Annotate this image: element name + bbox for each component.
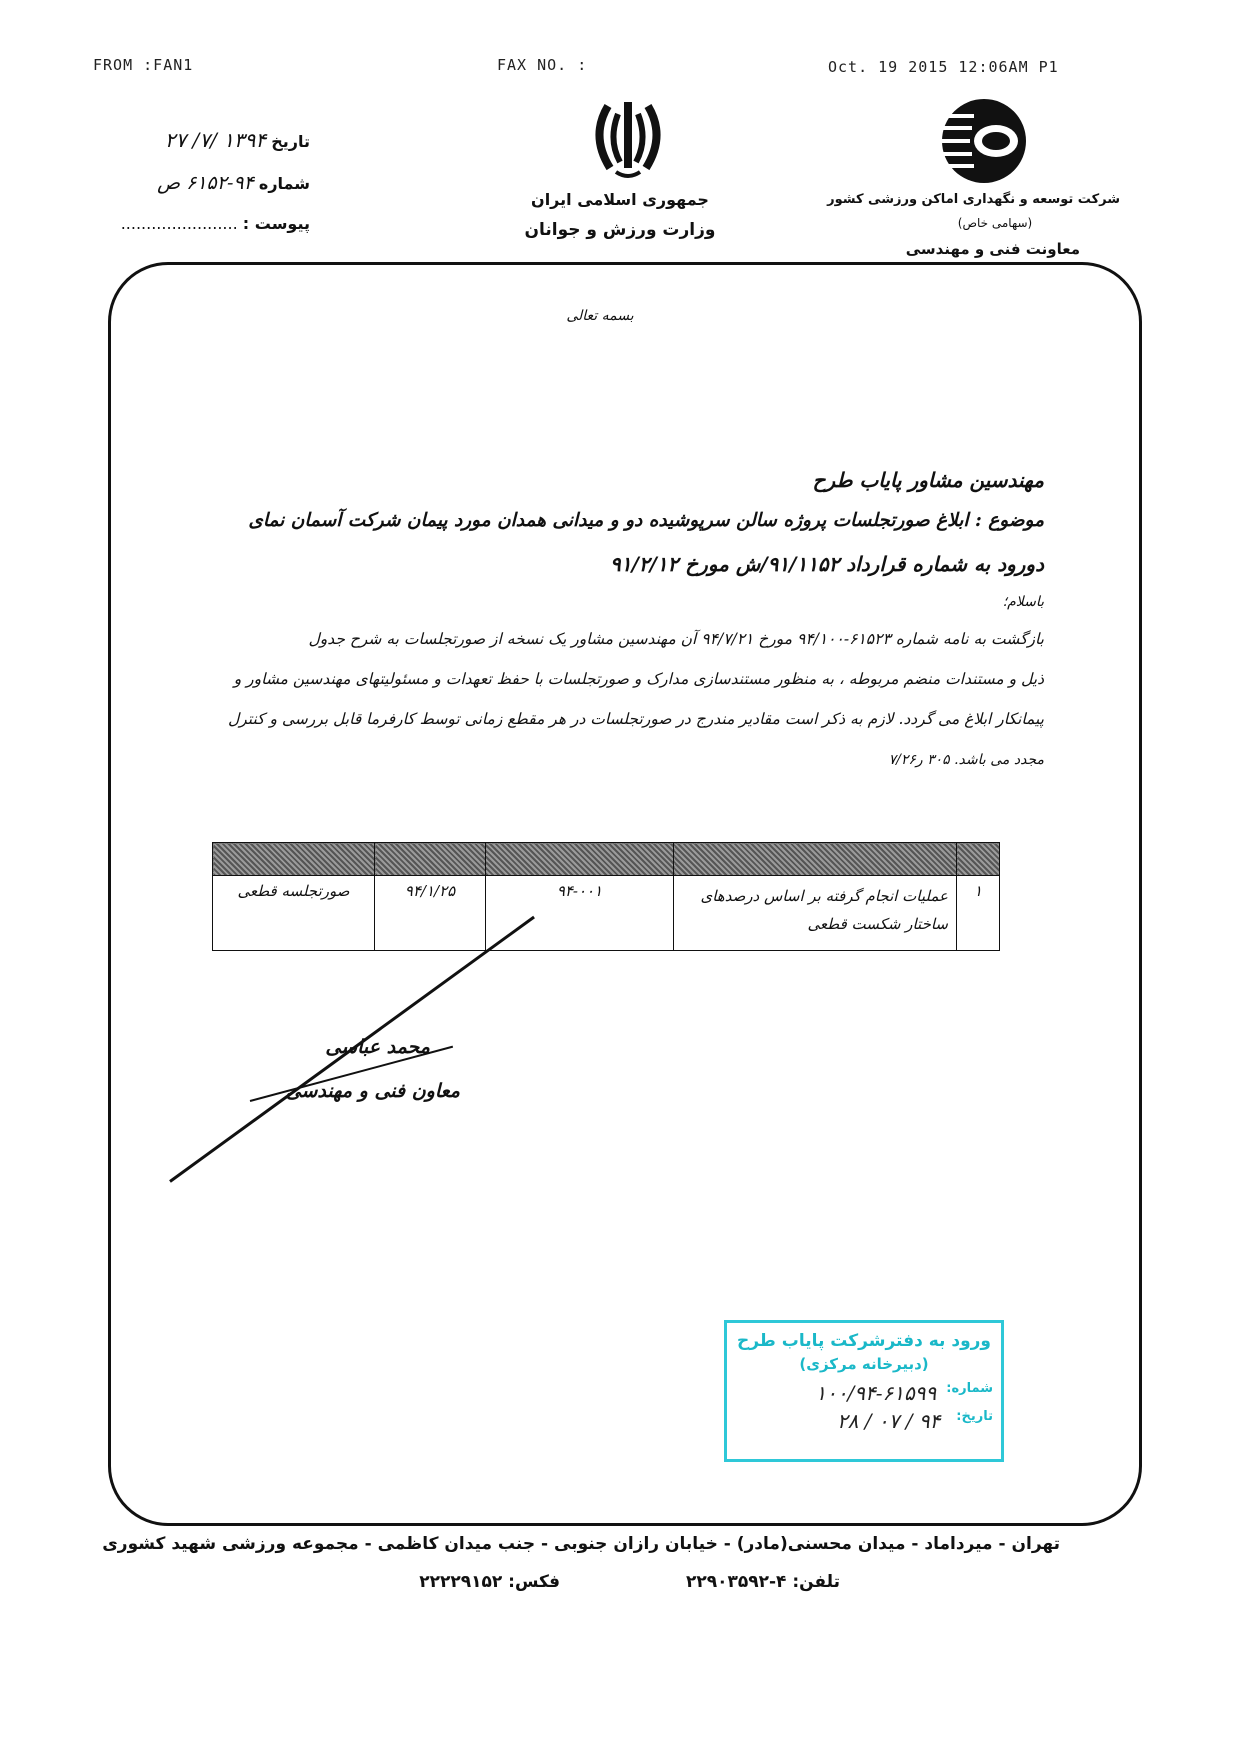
row-number: ۹۴-۰۰۱ (486, 876, 674, 951)
stamp-date-label: تاریخ: (956, 1409, 993, 1424)
signatory-title: معاون فنی و مهندسی (285, 1080, 460, 1102)
number-value: ۹۴-۶۱۵۲ ص (157, 172, 254, 194)
footer-address: تهران - میرداماد - میدان محسنی(مادر) - خیابان رازان جنوبی - جنب میدان کاظمی - مجموعه ورزشی شهید کشوری (102, 1534, 1060, 1554)
company-name: شرکت توسعه و نگهداری اماکن ورزشی کشور (827, 192, 1120, 207)
table-header-cell (674, 843, 957, 876)
stamp-date-row (735, 1409, 993, 1433)
attachment-value: ....................... (120, 214, 238, 233)
bismillah: بسمه تعالی (566, 308, 634, 324)
subject-line-2: دورود به شماره قرارداد ۹۱/۱۱۵۲/ش مورخ ۹۱/۲/۱۲ (609, 552, 1044, 576)
table-header-cell (957, 843, 1000, 876)
row-description: عملیات انجام گرفته بر اساس درصدهای ساختار شکست قطعی (674, 876, 957, 951)
attachment-label: پیوست : (242, 214, 310, 233)
subject-line-1: موضوع : ابلاغ صورتجلسات پروژه سالن سرپوشیده دو و میدانی همدان مورد پیمان شرکت آسمان نمای (248, 510, 1044, 531)
department-name: معاونت فنی و مهندسی (905, 240, 1080, 258)
stamp-line-1: ورود به دفترشرکت پایاب طرح (736, 1331, 991, 1351)
fax-from: FROM :FAN1 (93, 56, 194, 74)
paragraph-line-1: بازگشت به نامه شماره ۶۱۵۲۳-۹۴/۱۰۰ مورخ ۹۴/۷/۲۱ آن مهندسین مشاور یک نسخه از صورتجلسات به شرح جدول (308, 630, 1044, 648)
row-type: صورتجلسه قطعی (213, 876, 375, 951)
ministry-name: وزارت ورزش و جوانان (524, 220, 716, 240)
row-index: ۱ (957, 876, 1000, 951)
paragraph-line-4: مجدد می باشد. ۳۰۵ ر۷/۲۶ (888, 752, 1044, 768)
receipt-stamp (724, 1320, 1004, 1462)
stamp-line-2: (دبیرخانه مرکزی) (799, 1355, 929, 1373)
table-header-cell (486, 843, 674, 876)
stamp-date-value: ۹۴ / ۰۷ / ۲۸ (836, 1409, 941, 1433)
stamp-number-label: شماره: (946, 1381, 993, 1396)
recipient: مهندسین مشاور پایاب طرح (812, 468, 1044, 492)
table-header-cell (375, 843, 486, 876)
country-name: جمهوری اسلامی ایران (531, 190, 709, 209)
greeting: باسلام؛ (1002, 594, 1044, 610)
signatory-name: محمد عباسی (325, 1036, 430, 1058)
attachment-row (110, 214, 310, 233)
row-date: ۹۴/۱/۲۵ (375, 876, 486, 951)
company-logo-icon (934, 96, 1034, 186)
number-label: شماره (258, 174, 310, 193)
paragraph-line-2: ذیل و مستندات منضم مربوطه ، به منظور مستندسازی مدارک و صورتجلسات با حفظ تعهدات و مسئولیتهای مهندسین مشاور و (233, 670, 1044, 688)
iran-emblem-icon (578, 96, 678, 182)
stamp-number-row (735, 1381, 993, 1405)
fax-number-label: FAX NO. : (497, 56, 588, 74)
date-row (110, 128, 310, 152)
company-type: (سهامی خاص) (957, 216, 1033, 230)
fax-date-time: Oct. 19 2015 12:06AM P1 (828, 58, 1059, 76)
table-row (213, 876, 1000, 951)
stamp-number-value: ۱۰۰/۹۴-۶۱۵۹۹ (815, 1381, 937, 1405)
date-label: تاریخ (271, 132, 310, 151)
date-value: ۱۳۹۴ /۷/ ۲۷ (164, 128, 267, 152)
paragraph-line-3: پیمانکار ابلاغ می گردد. لازم به ذکر است مقادیر مندرج در صورتجلسات در هر مقطع زمانی توسط کارفرما قابل بررسی و کنترل (227, 710, 1044, 728)
footer-fax: فکس: ۲۲۲۲۹۱۵۲ (419, 1572, 560, 1592)
number-row (110, 172, 310, 194)
minutes-table (212, 842, 1000, 951)
table-header-row (213, 843, 1000, 876)
footer-phone: تلفن: ۴-۲۲۹۰۳۵۹۲ (685, 1572, 840, 1592)
table-header-cell (213, 843, 375, 876)
